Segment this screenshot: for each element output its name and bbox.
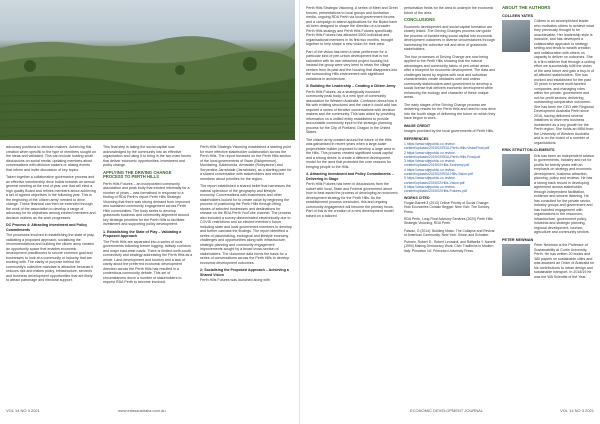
author-bio: Peter Newman is the Professor of Sustainability at Curtin University, Perth. He has written 20 books and 380 papers on sustainable cities and was awarded an Order of Australia for his contributions to urban design and sustainable transport. In 2018/19 he was the WA Scientist of the Year.: [534, 243, 595, 279]
landscape-illustration: [0, 0, 295, 140]
paragraph: Economic development and social capital formation are closely linked. The Driving Changes process can guide the process of transforming social capital into economic development outcomes in diverse circumstances through harnessing the collective will and drive of grassroots stakeholders.: [404, 24, 495, 51]
author-photo: [502, 20, 530, 52]
paragraph: Perth Hills Futures – an incorporated community association and peak body that existed informally for a number of years – was formalised in response to a finding of RDA Perth's report Perth Hills Strategic Visioning that there was strong demand from improved and sustained community engagement across Perth Hills communities. The body seeks to develop grassroots business and community alignment around key strategic priorities for the Perth Hills to facilitate investment and supporting policy development.: [103, 181, 191, 226]
about-authors-sidebar: [502, 6, 595, 282]
paragraph: This final step is taking the social capital now acknowledged by the community into an effective organisation and using it to bring in the two main forces that deliver economic opportunities: investment and policy change.: [103, 145, 191, 167]
subsection-heading: 2: Socialising the Proposed Approach – Achieving a Shared Vision: [200, 268, 289, 277]
author-photo: [502, 244, 530, 276]
left-column-1: [6, 145, 96, 286]
author-name: PETER NEWMAN: [502, 237, 534, 242]
journal-name: ECONOMIC DEVELOPMENT JOURNAL: [410, 408, 484, 413]
website-link[interactable]: www.edasaustralia.com.au: [118, 408, 166, 413]
section-heading: CONCLUSIONS: [404, 17, 435, 22]
author-block: [502, 148, 595, 235]
subsection-heading: 3: Building the Leadership – Creating a Citizen Army: [306, 84, 396, 88]
paragraph: Images provided by the local governments of Perth Hills.: [404, 129, 494, 133]
author-bio: Colleen is an accomplished leader who motivates others to achieve what they previously thought to be unachievable. Her leadership style is inclusive, and has developed a collaborative approach to strategy setting and tends to wealth creation and collaboration with others on capacity to deliver on outcomes. She is a firm believer that through a uniting effort we successfully fulfil the vision of the area future and gain a buy-in of all affected stakeholders. She has worked and established for the past 30 years in several multi-faceted companies, and managing roles within the private, government and not-for-profit sectors; delivering outstanding comparative outcomes. She has been the CEO with Regional Development Australia Perth since 2016, having delivered several initiatives to drive new business investment as a key growth for the Perth region. She holds an MBA from the University of Western Australia and is on the board of a number of organisations.: [534, 19, 595, 145]
issue-label: VOL 14 NO 3 2021: [560, 408, 594, 413]
paragraph: The report established a shared belief that harnesses the natural splendour of the geography and lifestyle economy. Conversations with businesses and other stakeholders looked for to create value by beginning the process of positioning the Perth Hills through lifting stories of selected businesses and destinations for release on the RDA Perth YouTube channel. The process also included a survey disseminated electronically due to COVID restrictions and an elected member's forum including state and local government members to develop and further canvass the findings. The report identified a series of placemaking, ecological and lifestyle economy challenges and opportunities along with infrastructure, strategic planning and community engagement improvements sought by a broad cross-section of stakeholders. The document data forms the basis for a series of conversations across the Perth Hills to develop economic development outcomes.: [200, 184, 292, 265]
citation: Fatwaz, G (2014). Building Music: The Collapse and Revival of American Community. New York: Simon and Schuster.: [404, 228, 495, 237]
author-block: [502, 238, 595, 280]
paragraph: The processes involved in establishing the state of play, validating a proposed approach, socialising the recommendations and building the citizen army creates an opportunity space that enables economic development practitioners to secure common goal and businesses to look at a community or industry that are working with. The clarity of purpose behind the community's collective mandate is attractive because it reduces risk and makes policy, infrastructure, services and business development opportunities that are likely to attract patronage and electoral support.: [6, 233, 95, 282]
subsection-heading: 4. Attracting Investment and Policy Commitments – Delivering in Stage: [306, 172, 394, 181]
paragraph: Perth Hills Futures was launched along with: [200, 278, 270, 282]
works-cited-heading: WORKS CITED: [404, 195, 430, 200]
paragraph: Taken together a collaborative governance process and an effective membership drive builds towards an annual general meeting at the end of year one that will elect a high quality Board and refines members about achieving a set of agreed objectives in the following year. This is the beginning of the 'citizen army' needed to drive change. These financial can then be extended through the work of the association to develop a range of advocacy for its objectives among elected members and decision makers as the work progresses.: [6, 175, 96, 220]
reference-link[interactable]: 5 https://www.stjepublic.co.review-content/uploads/2019/02/Hills-Vision.pdf: [404, 176, 465, 185]
paragraph: Perth Hills Futures, as a strategically focussed community peak body, is a new type of community association for Western Australia. Confusion about how it fits with existing structures and the value it could add has required a series of iterative conversations with decision makers and the community. This was aided by providing information on a unified entity established to provide accountable community input to the strategic planning process for the City of Portland, Dragon in the United States.: [306, 89, 397, 134]
author-block: [502, 14, 595, 146]
author-name: ERIK STRATTON-CLEMENTS: [502, 148, 555, 152]
paragraph: The early stages of the Driving Change process are delivering results for the Perth Hills and need to now drive into the fourth stage of delivering the future on which they have begun to work.: [404, 102, 496, 120]
paragraph: Part of the vision has been a clear preference for a particular kind of peri-urban development that is not saturation with its own detached project housing but instead the group were very keen to retain the village centres from its past and the housing that disappears into the surrounding Hills environment with significant variations in architecture.: [306, 49, 398, 81]
paragraph: The citizen army created around the future of the Hills was galvanised in recent years when a large-scale project/state builder proposed to develop a large area in the Hills. This process created significant social capital and a strong desire to create a different development model for the area that protected the core reasons for bringing people to the Hills.: [306, 137, 395, 169]
subsection-heading: 1. Establishing the State of Play – Validating a Proposed Approach: [103, 229, 182, 238]
author-photo: [502, 154, 530, 186]
right-column-2: [404, 6, 496, 256]
section-heading: DC Process 4: Attracting Investment and Policy Commitments: [6, 223, 88, 232]
paragraph: Perth Hills Strategic Visioning established a starting point for more effective stakeholder collaboration across the Perth Hills. The report focussed on the Perth Hills section of the local governments of Swan (Bickpenmun), Mundaring, Kalamunda, Armadale (Roleystone) and Serpentine-Jarrahdale (Jarrahdale), as a starting point for a shared conversation with stakeholders and elected members about priorities for the region.: [200, 145, 292, 181]
references-heading: REFERENCES: [404, 136, 429, 141]
reference-link[interactable]: 2 https://www.stjepublic.co.review-content/uploads/2019/02/RDA-Perth-Hills-Final.pdf: [404, 150, 481, 159]
section-heading: APPLYING THE DRIVING CHANGE PROCESS TO PERTH HILLS: [103, 169, 172, 179]
left-column-2: [103, 145, 193, 288]
author-bio: Erik has been an independent advisor to governments, industry and not for profits for twenty years with an emphasis on strategy and economic development, business attraction, planning, policy and reviews. He has a strong track record in developing agreement across stakeholder through independent facilitation, evidence and sincere listening. He has consulted for the private sector, industry groups and government and has included engagement with organisations in the resources, infrastructure, government policy, industrial and strategic planning, regional development, tourism, agriculture and community sectors.: [534, 153, 595, 234]
citation: Flogan Barrett 3 (2013) Online Priority of Social Change: How Economies Contain Beggar: New York: The Donkey Press.: [404, 201, 490, 214]
reference-link[interactable]: 6 https://www.stjepublic.co.review-content/uploads/2019/02/Hills-Futures.pdf: [404, 184, 467, 194]
reference-link[interactable]: 4 https://www.stjepublic.co.review-content/uploads/2019/02/RDA-Hills-Vision.pdf: [404, 167, 473, 177]
author-name: COLLEEN YATES: [502, 13, 534, 18]
gutter: [299, 0, 300, 424]
right-column-1: [306, 6, 398, 221]
issue-label: VOL 14 NO 3 2021: [6, 408, 40, 413]
works-cited-list: [404, 201, 496, 253]
citation: Putnam, Robert D., Robert Leonardi, and Raffaella Y. Nanetti (1994) Making Democracy Work: Civic Traditions in Modern Italy. Princeton NJ: Princeton University Press.: [404, 240, 496, 253]
image-credit-heading: IMAGE CREDIT: [404, 123, 431, 128]
right-footer: [300, 408, 600, 420]
reference-link[interactable]: 1 https://www.stjepublic.co.review-content/uploads/2019/02/RDA-Perth-Hills-VisionFinal.pdf: [404, 142, 490, 151]
paragraph: Perth Hills Futures has been in discussions from the outset with local, State and Federal government about how to best assist the process of developing an economic development strategy for the Perth Hills. As the establishment process concludes, this and ongoing community engagement will become the primary focus. Part of this is the creation of a new development model based on a tailored: [306, 182, 398, 218]
paragraph: The Perth Hills are separated into a series of rural governments following former logging, railway corridors and major east-west roads. There is limited north-south connectivity and strategy addressing the Perth Hills as a whole. Land development and tourism and a lack of clarity about the preferred economic development direction across the Perth Hills has resulted in a contentious community debate. This set of circumstances drove a number of stakeholders to request RDA Perth to become involved.: [103, 239, 193, 284]
about-authors-heading: ABOUT THE AUTHORS: [502, 5, 551, 10]
reference-list: [404, 142, 496, 194]
paragraph: Perth Hills Strategic Visioning. A series of Meet and Greet forums, presentations to local groups and Australian media, ongoing RDA Perth via local government forums and a campaign to attend applications for the Board have all been designed to shape the direction of a broader Perth Hills strategy and Perth Hills Futures specifically. Perth Hills Futures has attracted 5500 individual and organisational members in its first two months, brought together to help shape a new vision for their area.: [306, 6, 398, 46]
paragraph: The four processes of Driving Change are now being applied to the Perth Hills showing that the natural advantages and community fabric of peri-urban areas offer a blueprint for economic development. The data and challenges faced by regions with rural and suburban characteristics create obstacles until and unless community stakeholders want government to develop a social license that delivers economic development while enhancing the ecology and character of these unique areas.: [404, 54, 496, 99]
citation: RDA Perth, Long Final Advisory Services (2020) Perth Hills Strategic Visioning, RDA Perth.: [404, 216, 493, 226]
left-column-3: [200, 145, 292, 286]
paragraph: advocacy positions to decision makers. Achieving this creation when specific to the type of members sought on the ideas and validated. This can include hosting small discussions on social media, updating members about conversations with decision makers or raising events that inform and invite discussion of key topics.: [6, 145, 96, 172]
left-footer: [0, 408, 299, 420]
hills-landscape-photo: [0, 0, 295, 140]
paragraph: perturbation fields for the area to underpin the economic future of the area.: [404, 6, 494, 15]
reference-link[interactable]: 3 https://www.stjepublic.co.review-content/uploads/2019/02/Hills-Economy.pdf: [404, 159, 470, 168]
